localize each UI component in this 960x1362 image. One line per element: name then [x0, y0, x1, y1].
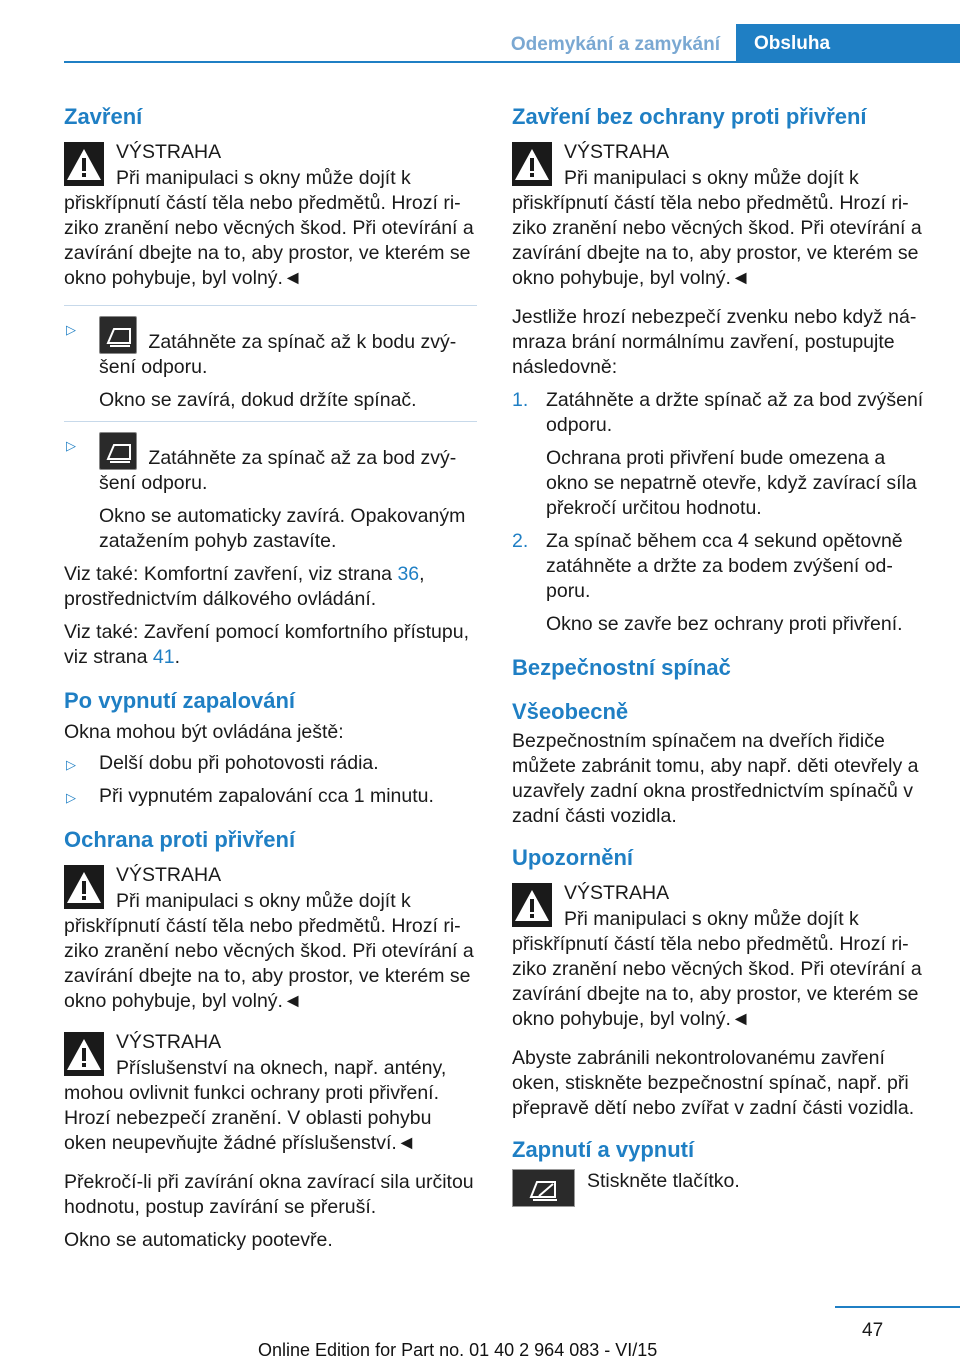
list-item-text: Zatáhněte za spínač až k bodu zvý-šení odporu. — [99, 331, 457, 378]
paragraph: Bezpečnostním spínačem na dveřích řidiče můžete zabránit tomu, aby např. děti otevřely a uzavřely zadní okna prostřednictvím spínačů v zadní části vozidla. — [512, 730, 919, 827]
on-off-row — [512, 1169, 925, 1207]
closing-list — [64, 316, 477, 413]
heading-on-off: Zapnutí a vypnutí — [512, 1137, 695, 1162]
warning-text: Příslušenství na oknech, např. antény, mohou ovlivnit funkci ochrany proti přivření. Hrozí nebezpečí zranění. V oblasti pohybu oken neupevňujte žádné příslušenství.◄ — [64, 1057, 447, 1154]
page-link[interactable]: 41 — [152, 646, 175, 668]
warning-box — [512, 138, 925, 291]
on-off-text: Stiskněte tlačítko. — [587, 1170, 740, 1192]
list-item-text: Delší dobu při pohotovosti rádia. — [99, 752, 379, 774]
see-also-text: Viz také: Komfortní zavření, viz strana — [64, 563, 398, 585]
see-also-text: , prostřednictvím dálkového ovládání. — [64, 563, 425, 610]
warning-title: VÝSTRAHA — [564, 882, 670, 904]
heading-notice: Upozornění — [512, 845, 633, 870]
list-item-text: Zatáhněte a držte spínač až za bod zvýšení odporu. — [546, 389, 924, 436]
closing-list — [64, 432, 477, 554]
divider — [64, 421, 477, 422]
list-item-subtext: Ochrana proti přivření bude omezena a okno se nepatrně otevře, když zavírací síla překročí určitou hodnotu. — [546, 447, 917, 519]
warning-text: Při manipulaci s okny může dojít k přiskřípnutí částí těla nebo předmětů. Hrozí ri-ziko zranění nebo věcných škod. Při otevírání a zavírání dbejte na to, aby prostor, ve kterém se okno pohybuje, byl volný.◄ — [512, 908, 922, 1030]
bullet-triangle-icon: ▷ — [66, 322, 76, 337]
warning-triangle-icon — [64, 1032, 104, 1076]
warning-box — [64, 138, 477, 291]
warning-title: VÝSTRAHA — [116, 141, 222, 163]
header-section-title: Odemykání a zamykání — [510, 34, 720, 55]
list-item-subtext: Okno se zavírá, dokud držíte spínač. — [99, 389, 417, 411]
list-item — [512, 529, 925, 637]
list-item — [64, 316, 477, 413]
divider — [64, 305, 477, 306]
left-column — [64, 98, 477, 1261]
window-switch-icon — [99, 432, 137, 470]
paragraph: Abyste zabránili nekontrolovanému zavření oken, stiskněte bezpečnostní spínač, např. při přepravě dětí nebo zvířat v zadní části vozidla. — [512, 1047, 915, 1119]
list-item — [64, 432, 477, 554]
warning-box — [64, 1028, 477, 1156]
step-number: 1. — [512, 389, 529, 411]
warning-box — [512, 879, 925, 1032]
warning-title: VÝSTRAHA — [116, 864, 222, 886]
heading-safety-switch: Bezpečnostní spínač — [512, 655, 731, 680]
after-ignition-list — [64, 751, 477, 809]
list-item — [512, 388, 925, 521]
warning-box — [64, 861, 477, 1014]
bullet-triangle-icon: ▷ — [66, 757, 76, 772]
page-link[interactable]: 36 — [397, 563, 420, 585]
warning-text: Při manipulaci s okny může dojít k přiskřípnutí částí těla nebo předmětů. Hrozí ri-ziko zranění nebo věcných škod. Při otevírání a zavírání dbejte na to, aby prostor, ve kterém se okno pohybuje, byl volný.◄ — [64, 167, 474, 289]
warning-text: Při manipulaci s okny může dojít k přiskřípnutí částí těla nebo předmětů. Hrozí ri-ziko zranění nebo věcných škod. Při otevírání a zavírání dbejte na to, aby prostor, ve kterém se okno pohybuje, byl volný.◄ — [512, 167, 922, 289]
bullet-triangle-icon: ▷ — [66, 790, 76, 805]
warning-title: VÝSTRAHA — [564, 141, 670, 163]
steps-list — [512, 388, 925, 637]
right-column — [512, 98, 925, 1207]
warning-triangle-icon — [64, 865, 104, 909]
see-also-text: . — [174, 646, 180, 668]
see-also-text: Viz také: Zavření pomocí komfortního přístupu, viz strana — [64, 621, 469, 668]
paragraph: Překročí-li při zavírání okna zavírací sila určitou hodnotu, postup zavírání se přeruší. — [64, 1171, 474, 1218]
heading-after-ignition: Po vypnutí zapalování — [64, 688, 296, 713]
step-number: 2. — [512, 530, 529, 552]
warning-triangle-icon — [64, 142, 104, 186]
window-switch-icon — [99, 316, 137, 354]
header-rule — [64, 61, 960, 63]
list-item-text: Při vypnutém zapalování cca 1 minutu. — [99, 785, 434, 807]
warning-triangle-icon — [512, 883, 552, 927]
heading-pinch-protection: Ochrana proti přivření — [64, 827, 296, 852]
list-item-text: Za spínač během cca 4 sekund opětovně zatáhněte a držte za bodem zvýšení od-poru. — [546, 530, 903, 602]
heading-general: Všeobecně — [512, 699, 629, 724]
list-item-subtext: Okno se automaticky zavírá. Opakovaným zatažením pohyb zastavíte. — [99, 505, 466, 552]
header-chapter-tab: Obsluha — [736, 24, 960, 63]
footer-rule — [835, 1306, 960, 1308]
warning-title: VÝSTRAHA — [116, 1031, 222, 1053]
see-also-paragraph — [64, 562, 477, 612]
heading-closing: Zavření — [64, 104, 143, 129]
list-item-text: Zatáhněte za spínač až za bod zvý-šení odporu. — [99, 447, 457, 494]
warning-triangle-icon — [512, 142, 552, 186]
list-item-subtext: Okno se zavře bez ochrany proti přivření. — [546, 613, 903, 635]
edition-text: Online Edition for Part no. 01 40 2 964 083 - VI/15 — [258, 1340, 658, 1360]
warning-text: Při manipulaci s okny může dojít k přiskřípnutí částí těla nebo předmětů. Hrozí ri-ziko zranění nebo věcných škod. Při otevírání a zavírání dbejte na to, aby prostor, ve kterém se okno pohybuje, byl volný.◄ — [64, 890, 474, 1012]
page-number: 47 — [862, 1320, 884, 1341]
safety-switch-icon — [512, 1169, 575, 1207]
paragraph: Okno se automaticky pootevře. — [64, 1229, 333, 1251]
list-item — [64, 751, 477, 776]
heading-closing-no-pinch: Zavření bez ochrany proti přivření — [512, 104, 867, 129]
paragraph: Jestliže hrozí nebezpečí zvenku nebo když ná-mraza brání normálnímu zavření, postupujte následovně: — [512, 306, 917, 378]
paragraph: Okna mohou být ovládána ještě: — [64, 721, 344, 743]
list-item — [64, 784, 477, 809]
see-also-paragraph — [64, 620, 477, 670]
bullet-triangle-icon: ▷ — [66, 438, 76, 453]
